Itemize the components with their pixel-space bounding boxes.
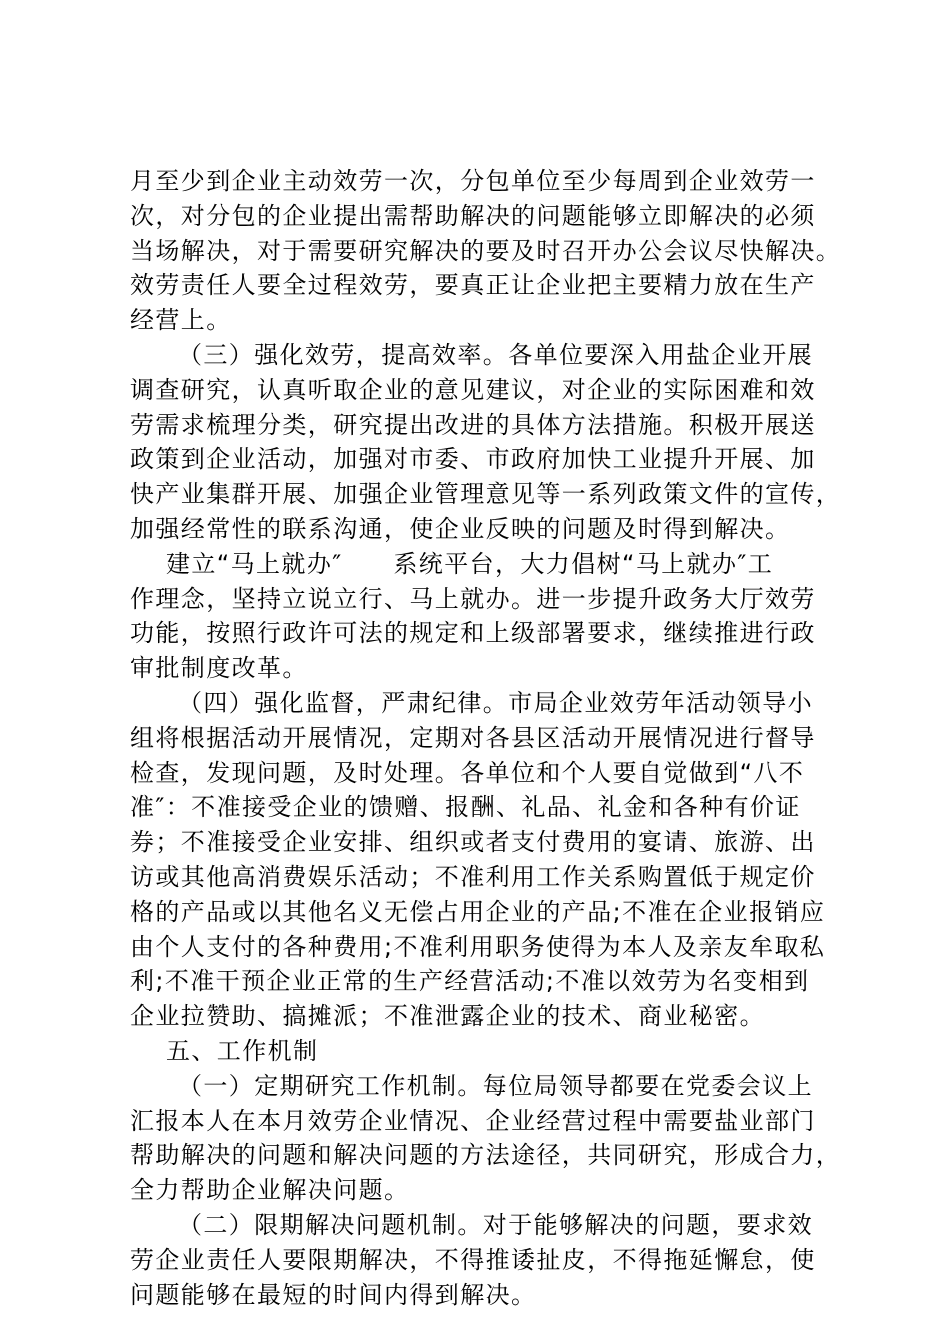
section-title-5: 五、工作机制 (166, 1036, 319, 1065)
text-line: 劳需求梳理分类，研究提出改进的具体方法措施。积极开展送 (130, 410, 816, 439)
text-line: 访或其他高消费娱乐活动；不准利用工作关系购置低于规定价 (130, 862, 816, 891)
text-line: 调查研究，认真听取企业的意见建议，对企业的实际困难和效 (130, 375, 816, 404)
paragraph-start: 建立“马上就办″ 系统平台，大力倡树“马上就办″工 (166, 549, 774, 578)
text-line: 检查，发现问题，及时处理。各单位和个人要自觉做到“八不 (130, 758, 805, 787)
text-line: 汇报本人在本月效劳企业情况、企业经营过程中需要盐业部门 (130, 1106, 816, 1135)
text-line: 当场解决，对于需要研究解决的要及时召开办公会议尽快解决。 (130, 236, 842, 265)
text-line: 政策到企业活动，加强对市委、市政府加快工业提升开展、加 (130, 445, 816, 474)
text-line: 次，对分包的企业提出需帮助解决的问题能够立即解决的必须 (130, 201, 816, 230)
text-line: 月至少到企业主动效劳一次，分包单位至少每周到企业效劳一 (130, 167, 816, 195)
section-heading-3: （三）强化效劳，提高效率。各单位要深入用盐企业开展 (178, 340, 813, 369)
text-line: 券；不准接受企业安排、组织或者支付费用的宴请、旅游、出 (130, 828, 816, 857)
text-line: 问题能够在最短的时间内得到解决。 (130, 1280, 537, 1309)
body-text (130, 164, 842, 1312)
section-heading-mechanism-2: （二）限期解决问题机制。对于能够解决的问题，要求效 (178, 1210, 813, 1239)
section-heading-mechanism-1: （一）定期研究工作机制。每位局领导都要在党委会议上 (178, 1071, 813, 1100)
text-line: 经营上。 (130, 306, 232, 335)
text-line: 企业拉赞助、搞摊派；不准泄露企业的技术、商业秘密。 (130, 1002, 765, 1031)
text-line: 准″：不准接受企业的馈赠、报酬、礼品、礼金和各种有价证 (130, 793, 801, 822)
text-line: 作理念，坚持立说立行、马上就办。进一步提升政务大厅效劳 (130, 584, 816, 613)
text-line: 利;不准干预企业正常的生产经营活动;不准以效劳为名变相到 (130, 967, 810, 996)
text-line: 功能，按照行政许可法的规定和上级部署要求，继续推进行政 (130, 619, 816, 648)
text-line: 全力帮助企业解决问题。 (130, 1176, 410, 1205)
text-line: 劳企业责任人要限期解决，不得推诿扯皮，不得拖延懈怠，使 (130, 1245, 816, 1274)
text-line: 审批制度改革。 (130, 654, 308, 683)
text-line: 加强经常性的联系沟通，使企业反映的问题及时得到解决。 (130, 514, 791, 543)
text-line: 组将根据活动开展情况，定期对各县区活动开展情况进行督导 (130, 723, 816, 752)
text-line: 效劳责任人要全过程效劳，要真正让企业把主要精力放在生产 (130, 271, 816, 300)
section-heading-4: （四）强化监督，严肃纪律。市局企业效劳年活动领导小 (178, 688, 813, 717)
text-line: 由个人支付的各种费用;不准利用职务使得为本人及亲友牟取私 (130, 932, 826, 961)
text-line: 帮助解决的问题和解决问题的方法途径，共同研究，形成合力， (130, 1141, 842, 1170)
text-line: 格的产品或以其他名义无偿占用企业的产品;不准在企业报销应 (130, 897, 826, 926)
text-line: 快产业集群开展、加强企业管理意见等一系列政策文件的宣传， (130, 480, 842, 509)
